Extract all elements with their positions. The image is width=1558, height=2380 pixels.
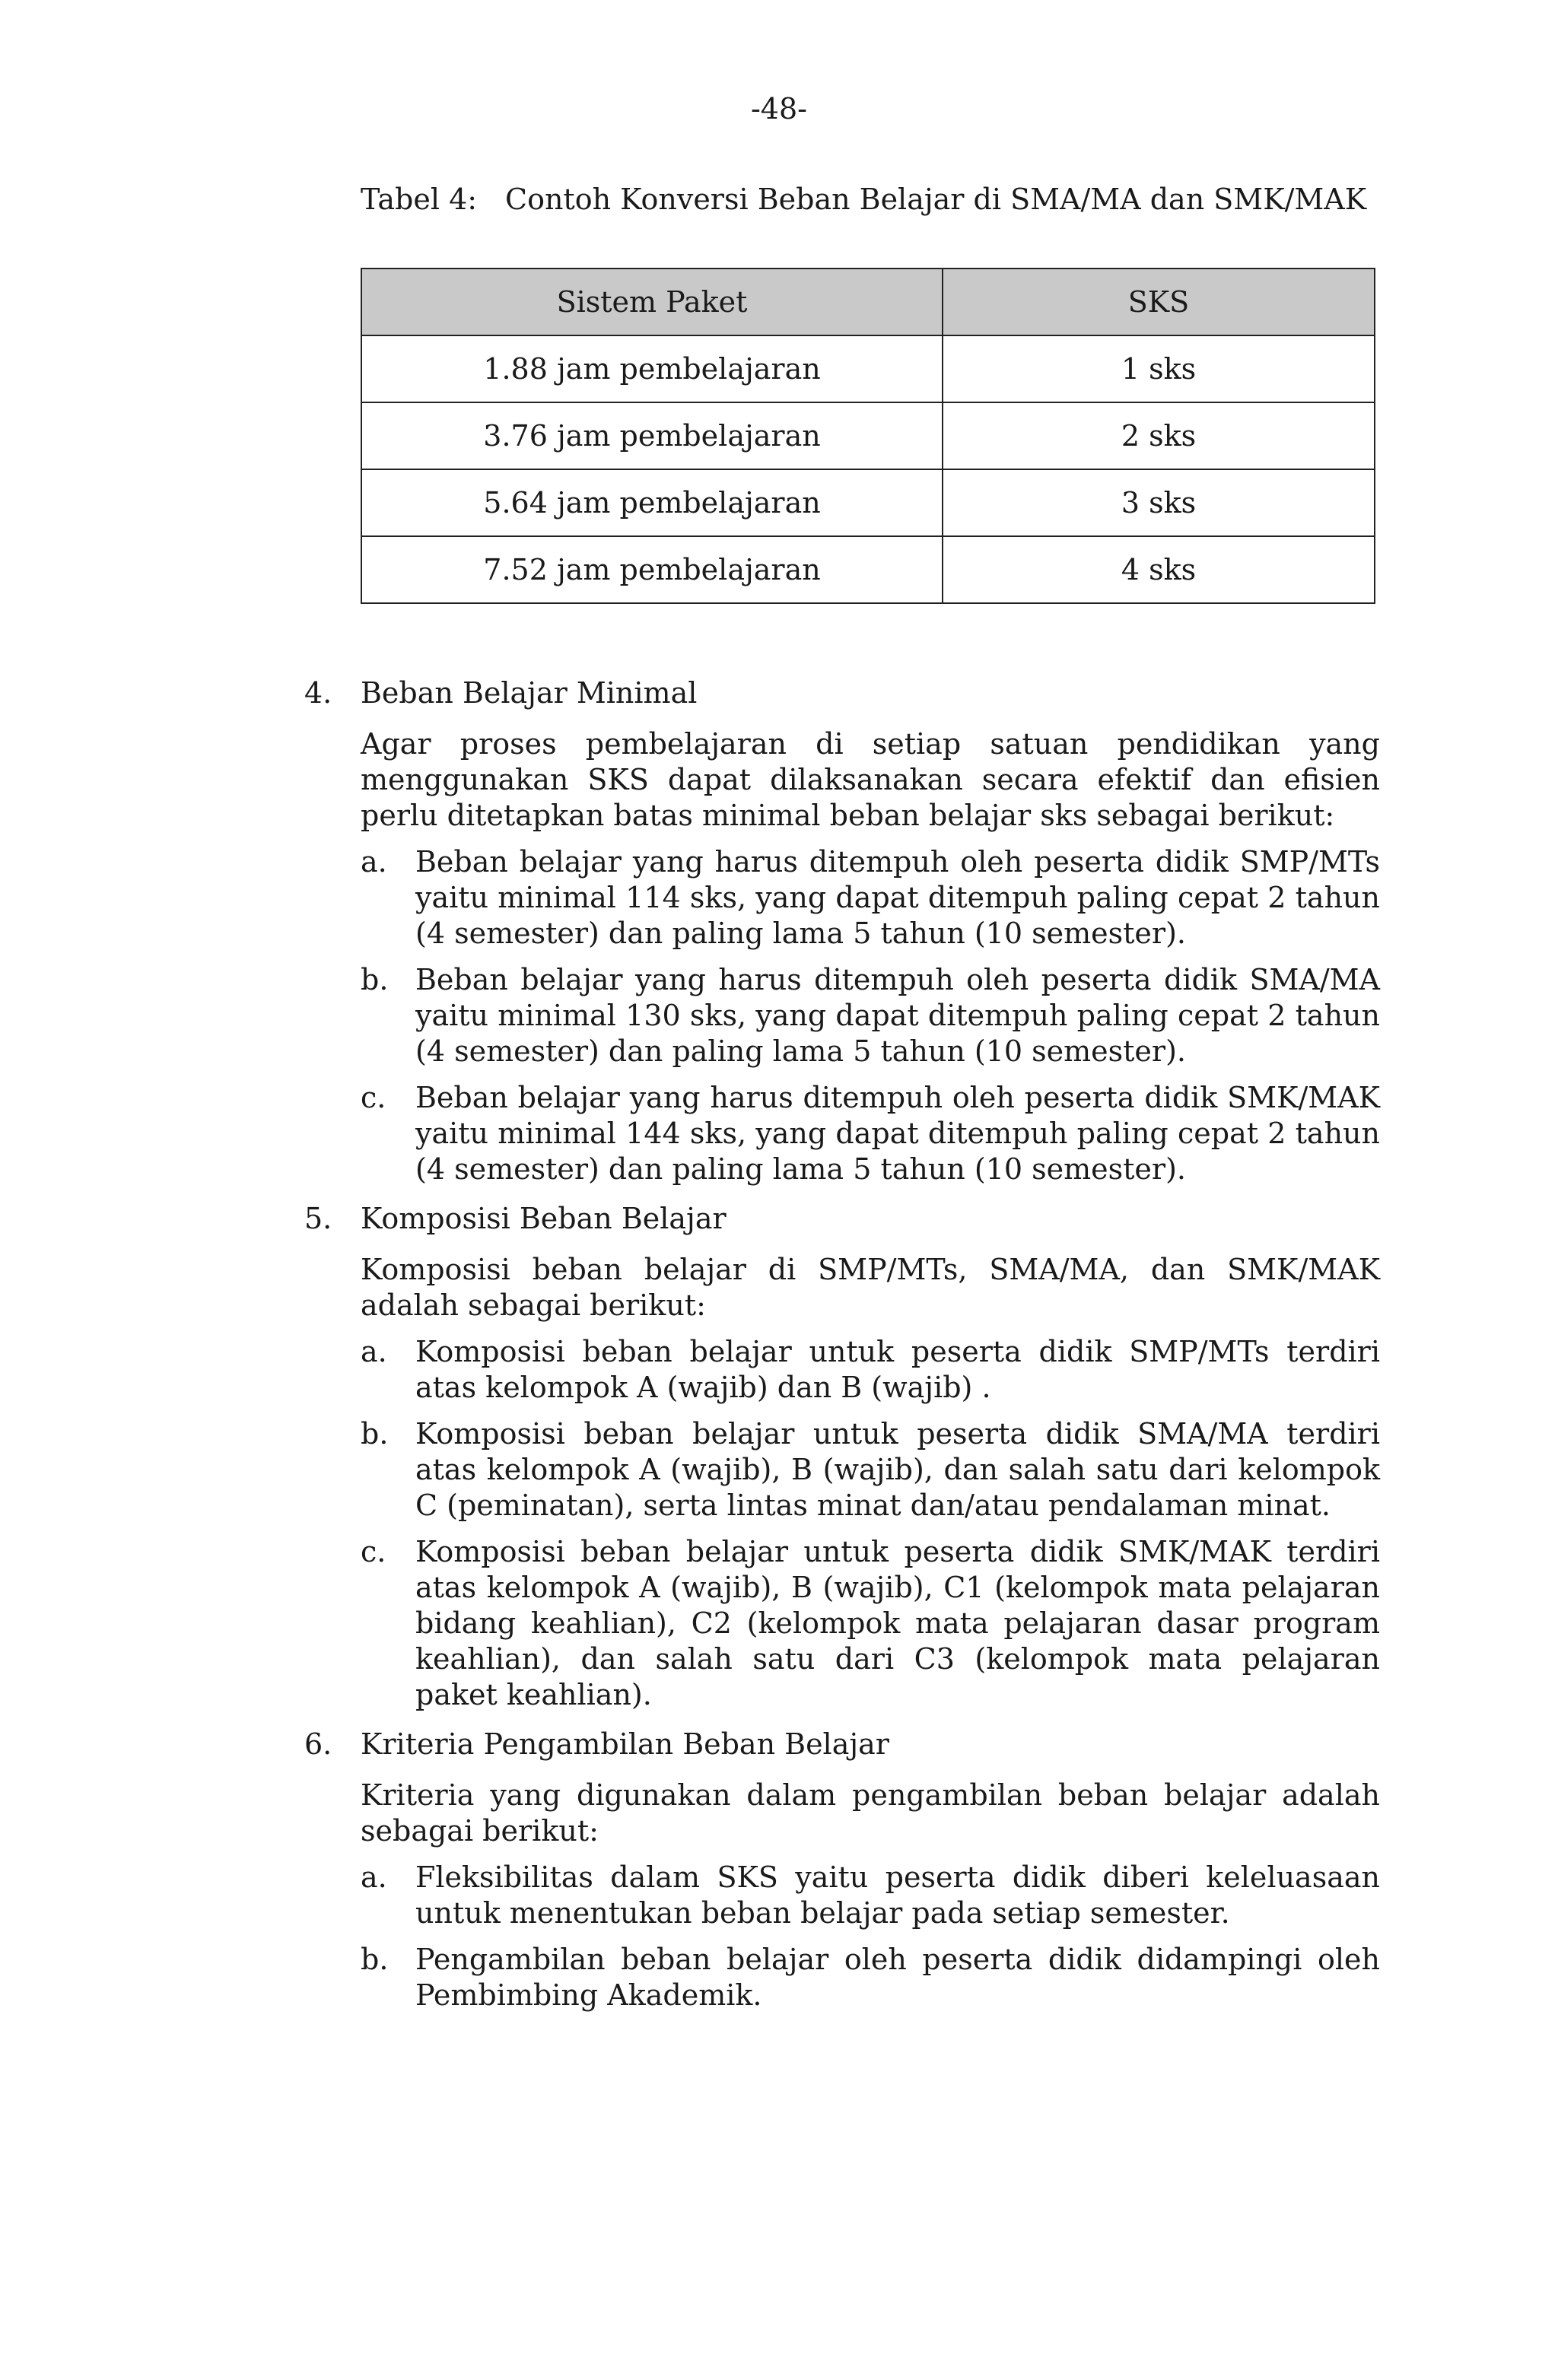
document-body — [304, 675, 1380, 2013]
item-text: Komposisi beban belajar untuk peserta didik SMP/MTs terdiri atas kelompok A (wajib) dan B (wajib) . — [415, 1335, 1380, 1404]
section-number: 6. — [304, 1727, 332, 1761]
section-beban-belajar-minimal — [304, 675, 1380, 1187]
item-text: Pengambilan beban belajar oleh peserta didik didampingi oleh Pembimbing Akademik. — [415, 1943, 1380, 2012]
item-list — [361, 1334, 1380, 1713]
item-letter: a. — [361, 1860, 387, 1894]
list-item — [361, 1080, 1380, 1187]
section-heading — [304, 1201, 1380, 1237]
table-caption — [361, 181, 1380, 218]
table-cell: 7.52 jam pembelajaran — [361, 536, 943, 603]
table-caption-label: Tabel 4: — [361, 183, 478, 216]
item-letter: b. — [361, 1417, 389, 1451]
section-title: Kriteria Pengambilan Beban Belajar — [361, 1727, 889, 1761]
section-title: Komposisi Beban Belajar — [361, 1202, 727, 1235]
list-item — [361, 1942, 1380, 2013]
section-number: 5. — [304, 1202, 332, 1235]
table-cell: 1.88 jam pembelajaran — [361, 335, 943, 402]
item-letter: a. — [361, 845, 387, 879]
table-header-cell: SKS — [943, 269, 1375, 335]
list-item — [361, 1416, 1380, 1524]
table-header-cell: Sistem Paket — [361, 269, 943, 335]
section-number: 4. — [304, 676, 332, 710]
section-heading — [304, 1727, 1380, 1762]
item-letter: a. — [361, 1335, 387, 1368]
table-row — [361, 469, 1375, 536]
item-letter: c. — [361, 1081, 386, 1114]
table-cell: 2 sks — [943, 402, 1375, 469]
table-cell: 4 sks — [943, 536, 1375, 603]
section-intro: Kriteria yang digunakan dalam pengambilan beban belajar adalah sebagai berikut: — [361, 1778, 1380, 1848]
table-cell: 3.76 jam pembelajaran — [361, 402, 943, 469]
page-number: -48- — [750, 92, 808, 126]
section-intro: Komposisi beban belajar di SMP/MTs, SMA/MA, dan SMK/MAK adalah sebagai berikut: — [361, 1253, 1380, 1322]
list-item — [361, 962, 1380, 1069]
item-text: Komposisi beban belajar untuk peserta didik SMA/MA terdiri atas kelompok A (wajib), B (wajib), dan salah satu dari kelompok C (peminatan), serta lintas minat dan/atau pendalaman minat. — [415, 1417, 1380, 1522]
section-heading — [304, 675, 1380, 711]
item-list — [361, 1860, 1380, 2013]
item-letter: b. — [361, 1943, 389, 1976]
table-header-row — [361, 269, 1375, 335]
table-row — [361, 536, 1375, 603]
table-cell: 1 sks — [943, 335, 1375, 402]
list-item — [361, 844, 1380, 952]
item-text: Komposisi beban belajar untuk peserta didik SMK/MAK terdiri atas kelompok A (wajib), B (wajib), C1 (kelompok mata pelajaran bidang keahlian), C2 (kelompok mata pelajaran dasar program keahlian), dan salah satu dari C3 (kelompok mata pelajaran paket keahlian). — [415, 1535, 1380, 1711]
item-text: Beban belajar yang harus ditempuh oleh peserta didik SMA/MA yaitu minimal 130 sks, yang dapat ditempuh paling cepat 2 tahun (4 semester) dan paling lama 5 tahun (10 semester). — [415, 963, 1380, 1068]
table-row — [361, 335, 1375, 402]
conversion-table — [361, 268, 1375, 604]
section-kriteria-pengambilan-beban-belajar — [304, 1727, 1380, 2013]
section-title: Beban Belajar Minimal — [361, 676, 698, 710]
list-item — [361, 1860, 1380, 1931]
list-item — [361, 1334, 1380, 1406]
section-intro: Agar proses pembelajaran di setiap satuan pendidikan yang menggunakan SKS dapat dilaksanakan secara efektif dan efisien perlu ditetapkan batas minimal beban belajar sks sebagai berikut: — [361, 727, 1380, 832]
item-letter: b. — [361, 963, 389, 996]
item-text: Fleksibilitas dalam SKS yaitu peserta didik diberi keleluasaan untuk menentukan beban belajar pada setiap semester. — [415, 1860, 1380, 1930]
item-text: Beban belajar yang harus ditempuh oleh peserta didik SMP/MTs yaitu minimal 114 sks, yang dapat ditempuh paling cepat 2 tahun (4 semester) dan paling lama 5 tahun (10 semester). — [415, 845, 1380, 950]
list-item — [361, 1534, 1380, 1713]
item-list — [361, 844, 1380, 1187]
table-cell: 3 sks — [943, 469, 1375, 536]
table-caption-text: Contoh Konversi Beban Belajar di SMA/MA dan SMK/MAK — [505, 183, 1367, 216]
item-text: Beban belajar yang harus ditempuh oleh peserta didik SMK/MAK yaitu minimal 144 sks, yang dapat ditempuh paling cepat 2 tahun (4 semester) dan paling lama 5 tahun (10 semester). — [415, 1081, 1380, 1186]
table-cell: 5.64 jam pembelajaran — [361, 469, 943, 536]
item-letter: c. — [361, 1535, 386, 1568]
table-row — [361, 402, 1375, 469]
section-komposisi-beban-belajar — [304, 1201, 1380, 1713]
